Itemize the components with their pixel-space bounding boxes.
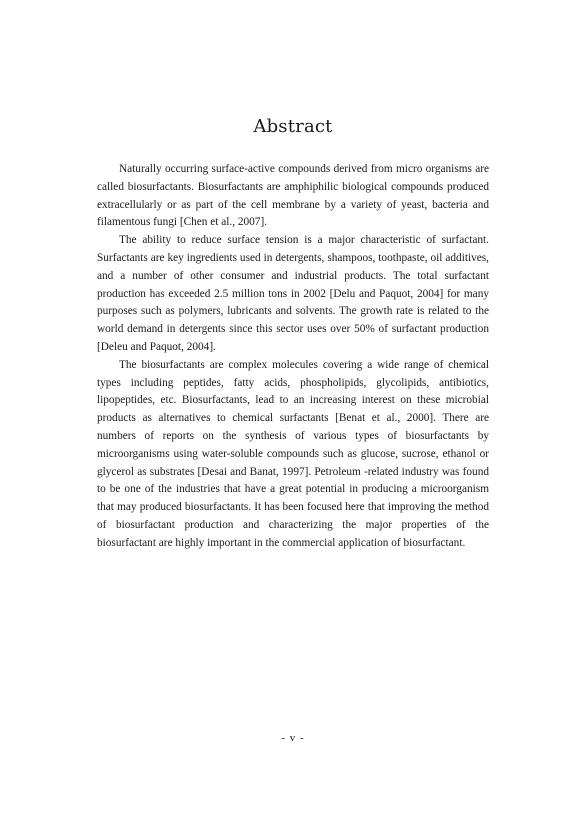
abstract-paragraph-1: Naturally occurring surface-active compounds derived from micro organisms are called biosurfactants. Biosurfactants are amphiphilic biological compounds produced extracellularly or as part of the cell membrane by a variety of yeast, bacteria and filamentous fungi [Chen et al., 2007]. [97, 163, 489, 229]
page-number: - v - [281, 732, 305, 744]
abstract-body [97, 161, 489, 553]
page-title: Abstract [253, 116, 333, 137]
abstract-paragraph-2: The ability to reduce surface tension is a major characteristic of surfactant. Surfactants are key ingredients used in detergents, shampoos, toothpaste, oil additives, and a number of other consumer and industrial products. The total surfactant production has exceeded 2.5 million tons in 2002 [Delu and Paquot, 2004] for many purposes such as polymers, lubricants and solvents. The growth rate is related to the world demand in detergents since this sector uses over 50% of surfactant production [Deleu and Paquot, 2004]. [97, 234, 489, 353]
abstract-paragraph-3: The biosurfactants are complex molecules covering a wide range of chemical types including peptides, fatty acids, phospholipids, glycolipids, antibiotics, lipopeptides, etc. Biosurfactants, lead to an increasing interest on these microbial products as alternatives to chemical surfactants [Benat et al., 2000]. There are numbers of reports on the synthesis of various types of biosurfactants by microorganisms using water-soluble compounds such as glucose, sucrose, ethanol or glycerol as substrates [Desai and Banat, 1997]. Petroleum -related industry was found to be one of the industries that have a great potential in producing a microorganism that may produced biosurfactants. It has been focused here that improving the method of biosurfactant production and characterizing the major properties of the biosurfactant are highly important in the commercial application of biosurfactant. [97, 358, 489, 549]
